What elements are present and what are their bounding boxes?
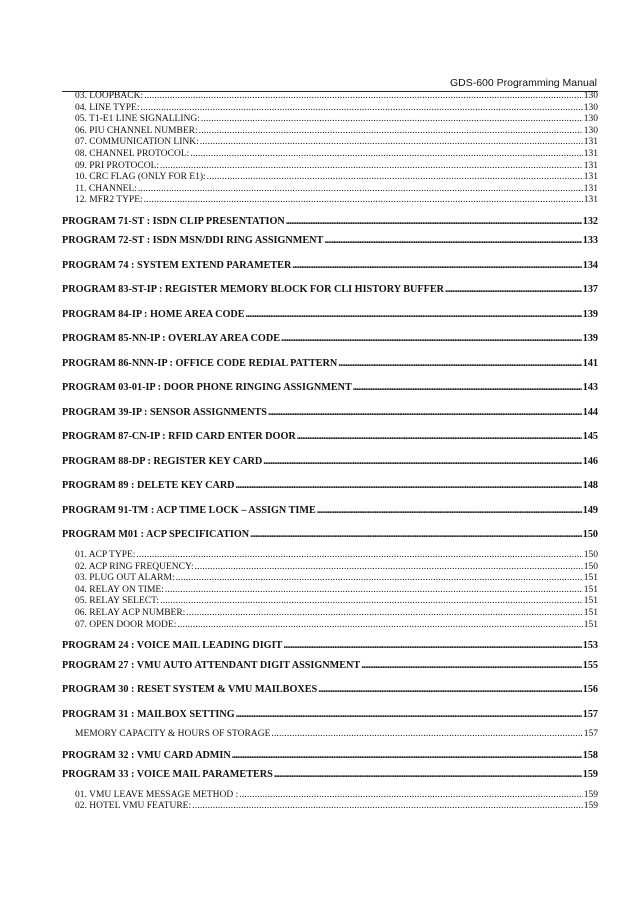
toc-page-number: 150 bbox=[582, 529, 598, 541]
toc-entry-title: PROGRAM 32 : VMU CARD ADMIN bbox=[62, 749, 231, 761]
toc-dot-leader bbox=[353, 383, 582, 393]
toc-entry-title: PROGRAM 72-ST : ISDN MSN/DDI RING ASSIGNMENT bbox=[62, 235, 324, 247]
toc-dot-leader bbox=[283, 641, 581, 651]
toc-dot-leader bbox=[160, 597, 583, 607]
toc-page-number: 131 bbox=[583, 183, 598, 194]
toc-page-number: 159 bbox=[583, 801, 598, 812]
toc-dot-leader bbox=[192, 802, 583, 812]
toc-subentry[interactable] bbox=[62, 621, 598, 633]
toc-entry-title: 04. LINE TYPE: bbox=[75, 102, 140, 113]
toc-dot-leader bbox=[250, 530, 582, 540]
toc-dot-leader bbox=[136, 551, 582, 561]
toc-program-entry[interactable] bbox=[62, 502, 598, 527]
toc-entry-title: PROGRAM 33 : VOICE MAIL PARAMETERS bbox=[62, 769, 273, 781]
toc-page-number: 144 bbox=[582, 406, 598, 418]
toc-subentry[interactable] bbox=[62, 150, 598, 162]
toc-page-number: 149 bbox=[582, 504, 598, 516]
toc-entry-title: PROGRAM 24 : VOICE MAIL LEADING DIGIT bbox=[62, 640, 283, 652]
toc-page-number: 131 bbox=[583, 148, 598, 159]
toc-dot-leader bbox=[140, 104, 582, 114]
toc-page-number: 131 bbox=[583, 195, 598, 206]
toc-entry-title: 12. MFR2 TYPE: bbox=[75, 195, 143, 206]
toc-page-number: 157 bbox=[583, 729, 598, 740]
toc-entry-title: PROGRAM 84-IP : HOME AREA CODE bbox=[62, 308, 245, 320]
toc-dot-leader bbox=[274, 770, 582, 780]
toc-dot-leader bbox=[338, 359, 581, 369]
toc-subentry[interactable] bbox=[62, 551, 598, 563]
toc-entry-title: 01. ACP TYPE: bbox=[75, 549, 136, 560]
toc-entry-title: 09. PRI PROTOCOL: bbox=[75, 160, 160, 171]
toc-page-number: 139 bbox=[582, 308, 598, 320]
toc-page-number: 158 bbox=[582, 749, 598, 761]
toc-entry-title: 10. CRC FLAG (ONLY FOR E1): bbox=[75, 172, 206, 183]
toc-entry-title: PROGRAM 88-DP : REGISTER KEY CARD bbox=[62, 455, 263, 467]
toc-dot-leader bbox=[200, 138, 583, 148]
toc-dot-leader bbox=[445, 285, 582, 295]
toc-page-number: 156 bbox=[582, 684, 598, 696]
toc-entry-title: 08. CHANNEL PROTOCOL: bbox=[75, 148, 190, 159]
toc-page-number: 130 bbox=[583, 91, 598, 101]
toc-page-number: 131 bbox=[583, 172, 598, 183]
toc-subentry[interactable] bbox=[62, 92, 598, 104]
toc-entry-title: 03. LOOPBACK: bbox=[75, 91, 144, 101]
toc-program-entry[interactable] bbox=[62, 766, 598, 791]
toc-program-entry[interactable] bbox=[62, 681, 598, 706]
toc-page-number: 151 bbox=[583, 584, 598, 595]
toc-dot-leader bbox=[263, 457, 581, 467]
toc-program-entry[interactable] bbox=[62, 379, 598, 404]
toc-page-number: 150 bbox=[583, 549, 598, 560]
toc-page-number: 137 bbox=[582, 284, 598, 296]
toc-entry-title: PROGRAM M01 : ACP SPECIFICATION bbox=[62, 529, 250, 541]
toc-dot-leader bbox=[199, 127, 583, 137]
toc-entry-title: 02. HOTEL VMU FEATURE: bbox=[75, 801, 192, 812]
toc-page-number: 148 bbox=[582, 480, 598, 492]
toc-entry-title: PROGRAM 31 : MAILBOX SETTING bbox=[62, 708, 235, 720]
toc-page-number: 131 bbox=[583, 137, 598, 148]
toc-dot-leader bbox=[176, 574, 583, 584]
toc-entry-title: PROGRAM 87-CN-IP : RFID CARD ENTER DOOR bbox=[62, 431, 296, 443]
toc-entry-title: PROGRAM 30 : RESET SYSTEM & VMU MAILBOXES bbox=[62, 684, 318, 696]
toc-dot-leader bbox=[292, 261, 581, 271]
toc-entry-title: PROGRAM 03-01-IP : DOOR PHONE RINGING ASSIGNMENT bbox=[62, 382, 352, 394]
toc-page-number: 141 bbox=[582, 357, 598, 369]
page-header-title: GDS-600 Programming Manual bbox=[449, 77, 597, 89]
toc-program-entry[interactable] bbox=[62, 706, 598, 731]
toc-dot-leader bbox=[195, 563, 583, 573]
toc-dot-leader bbox=[232, 751, 582, 761]
toc-page-number: 155 bbox=[582, 659, 598, 671]
toc-entry-title: 02. ACP RING FREQUENCY: bbox=[75, 561, 194, 572]
toc-page-number: 153 bbox=[582, 640, 598, 652]
toc-dot-leader bbox=[236, 481, 582, 491]
toc-dot-leader bbox=[268, 408, 582, 418]
toc-entry-title: MEMORY CAPACITY & HOURS OF STORAGE bbox=[75, 729, 271, 740]
toc-entry-title: PROGRAM 91-TM : ACP TIME LOCK – ASSIGN TIME bbox=[62, 504, 316, 516]
toc-entry-title: PROGRAM 89 : DELETE KEY CARD bbox=[62, 480, 235, 492]
toc-program-entry[interactable] bbox=[62, 257, 598, 282]
toc-entry-title: PROGRAM 83-ST-IP : REGISTER MEMORY BLOCK FOR CLI HISTORY BUFFER bbox=[62, 284, 445, 296]
toc-page-number: 133 bbox=[582, 235, 598, 247]
toc-program-entry[interactable] bbox=[62, 281, 598, 306]
toc-program-entry[interactable] bbox=[62, 453, 598, 478]
toc-program-entry[interactable] bbox=[62, 742, 598, 767]
toc-program-entry[interactable] bbox=[62, 404, 598, 429]
toc-entry-title: PROGRAM 27 : VMU AUTO ATTENDANT DIGIT ASSIGNMENT bbox=[62, 659, 361, 671]
toc-program-entry[interactable] bbox=[62, 657, 598, 682]
toc-dot-leader bbox=[236, 710, 582, 720]
toc-dot-leader bbox=[190, 150, 582, 160]
toc-dot-leader bbox=[177, 621, 582, 631]
toc-page-number: 150 bbox=[583, 561, 598, 572]
toc-entry-title: 06. RELAY ACP NUMBER: bbox=[75, 607, 186, 618]
toc-program-entry[interactable] bbox=[62, 526, 598, 551]
toc-dot-leader bbox=[201, 115, 583, 125]
toc-program-entry[interactable] bbox=[62, 306, 598, 331]
toc-program-entry[interactable] bbox=[62, 477, 598, 502]
toc-page-number: 143 bbox=[582, 382, 598, 394]
toc-subentry[interactable] bbox=[62, 173, 598, 185]
toc-program-entry[interactable] bbox=[62, 330, 598, 355]
toc-entry-title: 03. PLUG OUT ALARM: bbox=[75, 573, 175, 584]
toc-subentry[interactable] bbox=[62, 802, 598, 814]
toc-entry-title: PROGRAM 74 : SYSTEM EXTEND PARAMETER bbox=[62, 259, 292, 271]
toc-entry-title: PROGRAM 86-NNN-IP : OFFICE CODE REDIAL PATTERN bbox=[62, 357, 338, 369]
toc-program-entry[interactable] bbox=[62, 208, 598, 233]
toc-page-number: 130 bbox=[583, 102, 598, 113]
toc-entry-title: 05. RELAY SELECT: bbox=[75, 596, 160, 607]
toc-page-number: 131 bbox=[583, 160, 598, 171]
toc-subentry[interactable] bbox=[62, 574, 598, 586]
toc-dot-leader bbox=[165, 586, 583, 596]
toc-entry-title: 07. OPEN DOOR MODE: bbox=[75, 619, 177, 630]
toc-dot-leader bbox=[144, 196, 583, 206]
toc-program-entry[interactable] bbox=[62, 355, 598, 380]
toc-dot-leader bbox=[186, 609, 582, 619]
toc-entry-title: 04. RELAY ON TIME: bbox=[75, 584, 164, 595]
toc-page-number: 132 bbox=[582, 215, 598, 227]
toc-page-number: 145 bbox=[582, 431, 598, 443]
toc-page-number: 159 bbox=[583, 789, 598, 800]
toc-page-number: 134 bbox=[582, 259, 598, 271]
toc-page-number: 159 bbox=[582, 769, 598, 781]
toc-page-number: 151 bbox=[583, 607, 598, 618]
toc-dot-leader bbox=[318, 685, 582, 695]
toc-dot-leader bbox=[317, 506, 582, 516]
toc-entry-title: 05. T1-E1 LINE SIGNALLING: bbox=[75, 114, 200, 125]
toc-page-number: 146 bbox=[582, 455, 598, 467]
toc-page-number: 130 bbox=[583, 114, 598, 125]
toc-page-number: 151 bbox=[583, 573, 598, 584]
toc-entry-title: PROGRAM 85-NN-IP : OVERLAY AREA CODE bbox=[62, 333, 280, 345]
toc-dot-leader bbox=[144, 92, 583, 102]
toc-program-entry[interactable] bbox=[62, 428, 598, 453]
toc-entry-title: 11. CHANNEL: bbox=[75, 183, 137, 194]
toc-subentry[interactable] bbox=[62, 609, 598, 621]
toc-dot-leader bbox=[239, 791, 582, 801]
table-of-contents bbox=[62, 92, 598, 814]
toc-entry-title: PROGRAM 71-ST : ISDN CLIP PRESENTATION bbox=[62, 215, 285, 227]
toc-entry-title: 07. COMMUNICATION LINK: bbox=[75, 137, 199, 148]
toc-program-entry[interactable] bbox=[62, 232, 598, 257]
toc-entry-title: 06. PIU CHANNEL NUMBER: bbox=[75, 125, 198, 136]
toc-dot-leader bbox=[361, 661, 582, 671]
toc-dot-leader bbox=[138, 185, 583, 195]
toc-dot-leader bbox=[297, 432, 582, 442]
toc-entry-title: PROGRAM 39-IP : SENSOR ASSIGNMENTS bbox=[62, 406, 267, 418]
toc-subentry[interactable] bbox=[62, 730, 598, 742]
toc-dot-leader bbox=[207, 173, 583, 183]
toc-page-number: 151 bbox=[583, 619, 598, 630]
toc-page-number: 151 bbox=[583, 596, 598, 607]
toc-entry-title: 01. VMU LEAVE MESSAGE METHOD : bbox=[75, 789, 239, 800]
toc-page-number: 157 bbox=[582, 708, 598, 720]
toc-dot-leader bbox=[246, 310, 582, 320]
toc-program-entry[interactable] bbox=[62, 632, 598, 657]
toc-subentry[interactable] bbox=[62, 196, 598, 208]
toc-dot-leader bbox=[324, 236, 581, 246]
toc-page-number: 130 bbox=[583, 125, 598, 136]
toc-dot-leader bbox=[281, 334, 582, 344]
toc-dot-leader bbox=[160, 162, 583, 172]
toc-dot-leader bbox=[271, 730, 582, 740]
toc-page-number: 139 bbox=[582, 333, 598, 345]
toc-dot-leader bbox=[286, 217, 582, 227]
